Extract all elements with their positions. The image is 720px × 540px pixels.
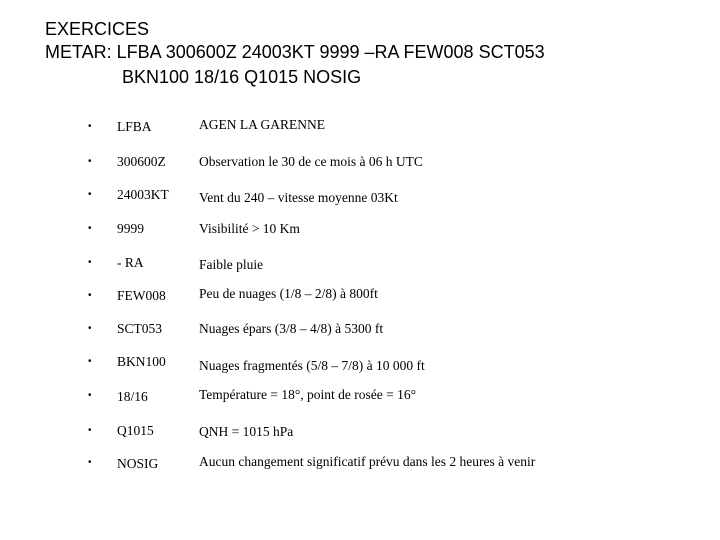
item-code: LFBA xyxy=(117,119,152,134)
list-item xyxy=(0,252,720,274)
bullet-icon: • xyxy=(88,356,92,367)
item-code: NOSIG xyxy=(117,456,159,471)
item-description: Nuages fragmentés (5/8 – 7/8) à 10 000 ft xyxy=(199,358,425,373)
list-item xyxy=(0,452,720,474)
item-code: 24003KT xyxy=(117,187,169,202)
bullet-icon: • xyxy=(88,257,92,268)
metar-line-2: BKN100 18/16 Q1015 NOSIG xyxy=(122,67,362,87)
item-description: Visibilité > 10 Km xyxy=(199,221,300,236)
list-item xyxy=(0,385,720,407)
item-description: Aucun changement significatif prévu dans les 2 heures à venir xyxy=(199,454,536,469)
bullet-icon: • xyxy=(88,121,92,132)
bullet-icon: • xyxy=(88,223,92,234)
list-item xyxy=(0,351,720,373)
bullet-icon: • xyxy=(88,156,92,167)
list-item xyxy=(0,420,720,442)
item-description: Nuages épars (3/8 – 4/8) à 5300 ft xyxy=(199,321,384,336)
bullet-icon: • xyxy=(88,189,92,200)
item-description: AGEN LA GARENNE xyxy=(199,117,325,132)
list-item xyxy=(0,116,720,138)
bullet-icon: • xyxy=(88,390,92,401)
list-item xyxy=(0,184,720,206)
item-description: QNH = 1015 hPa xyxy=(199,424,294,439)
item-code: Q1015 xyxy=(117,423,154,438)
item-description: Observation le 30 de ce mois à 06 h UTC xyxy=(199,154,423,169)
bullet-icon: • xyxy=(88,425,92,436)
item-code: FEW008 xyxy=(117,288,166,303)
list-item xyxy=(0,318,720,340)
item-description: Température = 18°, point de rosée = 16° xyxy=(199,387,417,402)
bullet-icon: • xyxy=(88,323,92,334)
item-description: Peu de nuages (1/8 – 2/8) à 800ft xyxy=(199,286,378,301)
item-code: - RA xyxy=(117,255,144,270)
bullet-icon: • xyxy=(88,290,92,301)
bullet-icon: • xyxy=(88,457,92,468)
page-title: EXERCICES xyxy=(45,19,150,39)
list-item xyxy=(0,285,720,307)
item-code: 9999 xyxy=(117,221,144,236)
item-code: SCT053 xyxy=(117,321,163,336)
item-code: 300600Z xyxy=(117,154,166,169)
item-code: 18/16 xyxy=(117,389,148,404)
item-code: BKN100 xyxy=(117,354,166,369)
list-item xyxy=(0,218,720,240)
item-description: Faible pluie xyxy=(199,257,264,272)
metar-line-1: METAR: LFBA 300600Z 24003KT 9999 –RA FEW008 SCT053 xyxy=(45,42,545,62)
item-description: Vent du 240 – vitesse moyenne 03Kt xyxy=(199,190,398,205)
list-item xyxy=(0,151,720,173)
